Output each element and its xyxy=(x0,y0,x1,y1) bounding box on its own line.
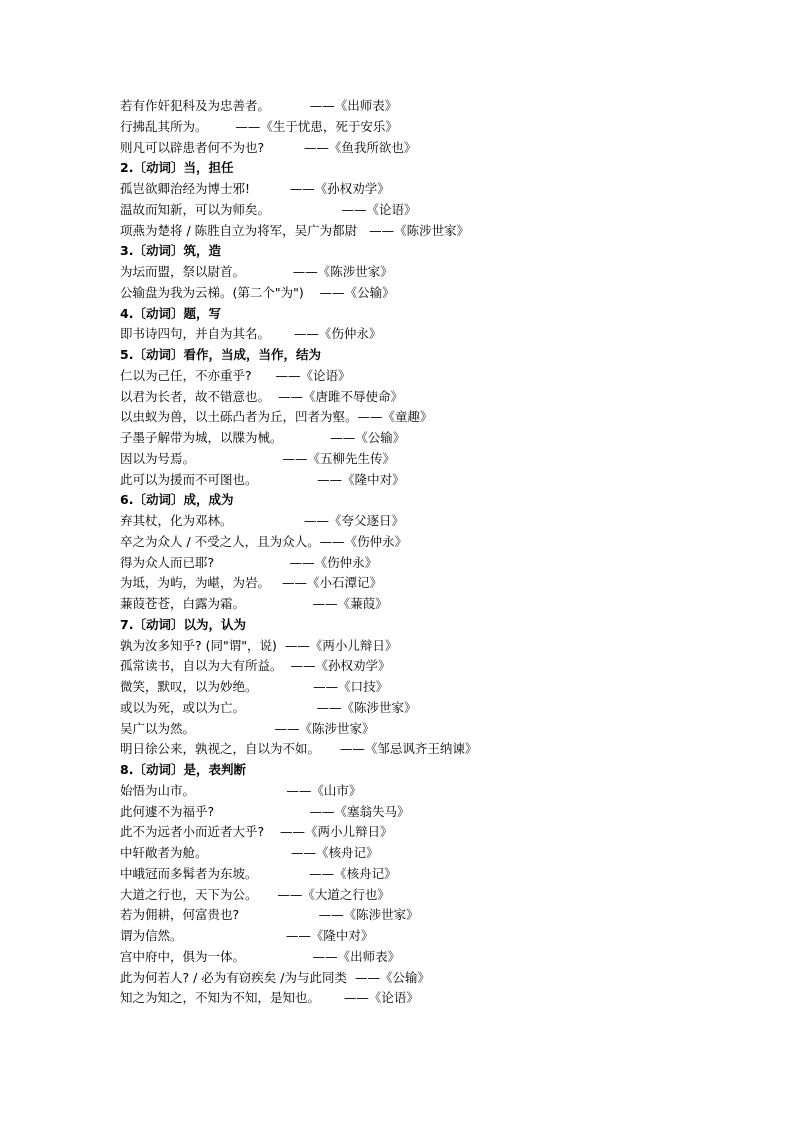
spacer xyxy=(239,907,318,922)
source-citation: ——《出师表》 xyxy=(312,948,401,964)
spacer xyxy=(183,928,286,943)
source-citation: ——《小石潭记》 xyxy=(281,575,382,591)
example-text: 得为众人而已耶? xyxy=(120,554,215,570)
source-citation: ——《五柳先生传》 xyxy=(282,450,395,466)
example-line xyxy=(120,511,404,531)
example-text: 孤岂欲卿治经为博士邪! xyxy=(120,181,251,196)
spacer xyxy=(214,804,309,819)
example-text: 行拂乱其所为。 xyxy=(120,118,208,134)
example-text: 此不为远者小而近者大乎? xyxy=(120,824,265,840)
spacer xyxy=(208,845,291,860)
spacer xyxy=(270,98,310,113)
heading-text: 3.〔动词〕筑，造 xyxy=(120,243,221,259)
example-line xyxy=(120,843,378,863)
source-citation: ——《公输》 xyxy=(354,969,430,985)
spacer xyxy=(270,202,342,217)
heading-text: 4.〔动词〕题，写 xyxy=(120,305,221,321)
example-line xyxy=(120,283,395,303)
spacer xyxy=(277,638,285,653)
spacer xyxy=(304,285,320,300)
example-text: 公输盘为我为云梯。(第二个"为") xyxy=(120,284,304,300)
example-text: 此为何若人? / 必为有窃疾矣 /为与此同类 xyxy=(120,969,347,985)
example-line xyxy=(120,407,433,427)
example-line xyxy=(120,926,373,946)
heading-text: 2.〔动词〕当，担任 xyxy=(120,160,234,176)
source-citation: ——《孙权劝学》 xyxy=(289,181,390,196)
source-citation: ——《陈涉世家》 xyxy=(369,222,470,238)
spacer xyxy=(347,970,355,985)
spacer xyxy=(208,119,236,134)
example-text: 孰为汝多知乎? (同"谓"，说) xyxy=(120,637,277,653)
section-heading xyxy=(120,304,221,324)
spacer xyxy=(283,658,291,673)
example-line xyxy=(120,553,377,573)
source-citation: ——《夸父逐日》 xyxy=(304,513,405,528)
spacer xyxy=(245,700,317,715)
example-line xyxy=(120,781,361,801)
source-citation: ——《两小儿辩日》 xyxy=(280,824,393,840)
source-citation: ——《公输》 xyxy=(330,430,406,445)
source-citation: ——《伤仲永》 xyxy=(289,554,378,570)
section-heading xyxy=(120,241,221,261)
example-text: 以虫蚁为兽，以土砾凸者为丘，凹者为壑。 xyxy=(120,409,358,425)
spacer xyxy=(357,223,369,238)
source-citation: ——《陈涉世家》 xyxy=(292,264,393,279)
example-text: 为坻，为屿，为嵁，为岩。 xyxy=(120,575,271,591)
source-citation: ——《童趣》 xyxy=(357,409,433,425)
example-line xyxy=(120,968,430,988)
example-text: 此何遽不为福乎? xyxy=(120,803,215,819)
example-line xyxy=(120,864,397,884)
example-line xyxy=(120,470,405,490)
example-line xyxy=(120,739,477,759)
example-line xyxy=(120,947,400,967)
source-citation: ——《塞翁失马》 xyxy=(309,803,410,819)
spacer xyxy=(258,866,310,881)
spacer xyxy=(320,741,340,756)
spacer xyxy=(283,430,331,445)
example-line xyxy=(120,698,417,718)
example-text: 或以为死，或以为亡。 xyxy=(120,699,246,715)
example-line xyxy=(120,677,388,697)
example-text: 项燕为楚将 / 陈胜自立为将军，吴广为都尉 xyxy=(120,222,358,238)
example-line xyxy=(120,449,395,469)
example-line xyxy=(120,656,390,676)
example-text: 以君为长者，故不错意也。 xyxy=(120,388,271,404)
example-text: 为坛而盟，祭以尉首。 xyxy=(120,264,246,279)
source-citation: ——《出师表》 xyxy=(309,98,398,113)
source-citation: ——《生于忧患，死于安乐》 xyxy=(235,118,398,134)
example-text: 卒之为众人 / 不受之人，且为众人。 xyxy=(120,533,320,549)
spacer xyxy=(195,721,274,736)
example-text: 子墨子解带为城，以牒为械。 xyxy=(120,430,283,445)
spacer xyxy=(270,575,282,590)
example-text: 若为佣耕，何富贵也? xyxy=(120,907,240,923)
example-line xyxy=(120,387,403,407)
example-line xyxy=(120,573,382,593)
section-heading xyxy=(120,345,321,365)
source-citation: ——《核舟记》 xyxy=(309,865,397,881)
example-text: 即书诗四句，并自为其名。 xyxy=(120,326,271,342)
source-citation: ——《鱼我所欲也》 xyxy=(303,139,417,155)
spacer xyxy=(264,824,280,839)
example-text: 明日徐公来，孰视之，自以为不如。 xyxy=(120,741,321,757)
source-citation: ——《论语》 xyxy=(343,990,419,1006)
source-citation: ——《论语》 xyxy=(275,367,351,383)
spacer xyxy=(258,679,314,694)
example-text: 此可以为援而不可图也。 xyxy=(120,471,258,487)
spacer xyxy=(195,783,286,798)
example-line xyxy=(120,594,388,614)
example-line xyxy=(120,988,419,1008)
example-text: 知之为知之，不知为不知，是知也。 xyxy=(120,990,321,1006)
section-heading xyxy=(120,760,246,780)
example-text: 仁以为己任，不亦重乎? xyxy=(120,367,252,383)
example-line xyxy=(120,366,351,386)
example-line xyxy=(120,96,397,116)
example-line xyxy=(120,532,407,552)
example-line xyxy=(120,138,416,158)
example-line xyxy=(120,905,419,925)
source-citation: ——《陈涉世家》 xyxy=(316,699,417,715)
example-text: 若有作奸犯科及为忠善者。 xyxy=(120,98,271,113)
source-citation: ——《隆中对》 xyxy=(285,928,374,943)
heading-text: 7.〔动词〕以为，认为 xyxy=(120,616,246,632)
section-heading xyxy=(120,615,246,635)
spacer xyxy=(264,140,304,155)
example-line xyxy=(120,117,398,137)
source-citation: ——《口技》 xyxy=(313,679,389,694)
source-citation: ——《孙权劝学》 xyxy=(290,658,391,674)
spacer xyxy=(258,887,278,902)
source-citation: ——《陈涉世家》 xyxy=(318,907,419,923)
source-citation: ——《邹忌讽齐王纳谏》 xyxy=(339,741,478,757)
example-text: 因以为号焉。 xyxy=(120,450,196,466)
source-citation: ——《伤仲永》 xyxy=(293,326,382,342)
example-text: 宫中府中，俱为一体。 xyxy=(120,948,246,964)
source-citation: ——《大道之行也》 xyxy=(277,886,390,902)
heading-text: 6.〔动词〕成，成为 xyxy=(120,492,234,508)
source-citation: ——《伤仲永》 xyxy=(319,533,408,549)
source-citation: ——《核舟记》 xyxy=(290,845,379,860)
example-line xyxy=(120,719,375,739)
example-line xyxy=(120,636,397,656)
spacer xyxy=(320,990,344,1005)
heading-text: 8.〔动词〕是，表判断 xyxy=(120,762,246,777)
section-heading xyxy=(120,158,233,178)
spacer xyxy=(270,326,294,341)
heading-text: 5.〔动词〕看作，当成，当作，结为 xyxy=(120,347,321,362)
example-text: 蒹葭苍苍，白露为霜。 xyxy=(120,596,246,611)
source-citation: ——《陈涉世家》 xyxy=(274,720,375,736)
example-text: 弃其杖，化为邓林。 xyxy=(120,513,233,528)
example-text: 微笑，默叹，以为妙绝。 xyxy=(120,679,258,694)
example-line xyxy=(120,324,381,344)
example-text: 孤常读书，自以为大有所益。 xyxy=(120,658,283,674)
source-citation: ——《蒹葭》 xyxy=(312,596,388,611)
spacer xyxy=(214,555,290,570)
example-line xyxy=(120,221,469,241)
example-text: 则凡可以辟患者何不为也? xyxy=(120,139,265,155)
spacer xyxy=(245,596,313,611)
example-line xyxy=(120,885,390,905)
example-line xyxy=(120,428,405,448)
source-citation: ——《论语》 xyxy=(341,201,417,217)
example-text: 谓为信然。 xyxy=(120,928,183,943)
spacer xyxy=(270,389,278,404)
spacer xyxy=(258,472,318,487)
example-text: 中轩敞者为舱。 xyxy=(120,845,208,860)
example-text: 中峨冠而多髯者为东坡。 xyxy=(120,865,258,881)
example-line xyxy=(120,179,390,199)
example-text: 温故而知新，可以为师矣。 xyxy=(120,201,271,217)
spacer xyxy=(233,513,305,528)
example-line xyxy=(120,822,393,842)
example-line xyxy=(120,200,417,220)
source-citation: ——《公输》 xyxy=(319,284,395,300)
source-citation: ——《山市》 xyxy=(286,782,362,798)
example-line xyxy=(120,802,410,822)
spacer xyxy=(245,949,313,964)
spacer xyxy=(252,368,276,383)
spacer xyxy=(245,264,293,279)
spacer xyxy=(195,451,282,466)
spacer xyxy=(250,181,290,196)
source-citation: ——《唐雎不辱使命》 xyxy=(277,388,403,404)
source-citation: ——《隆中对》 xyxy=(317,471,405,487)
example-text: 吴广以为然。 xyxy=(120,720,196,736)
example-text: 始悟为山市。 xyxy=(120,782,196,798)
example-line xyxy=(120,262,393,282)
section-heading xyxy=(120,490,233,510)
source-citation: ——《两小儿辩日》 xyxy=(284,637,398,653)
example-text: 大道之行也，天下为公。 xyxy=(120,886,258,902)
